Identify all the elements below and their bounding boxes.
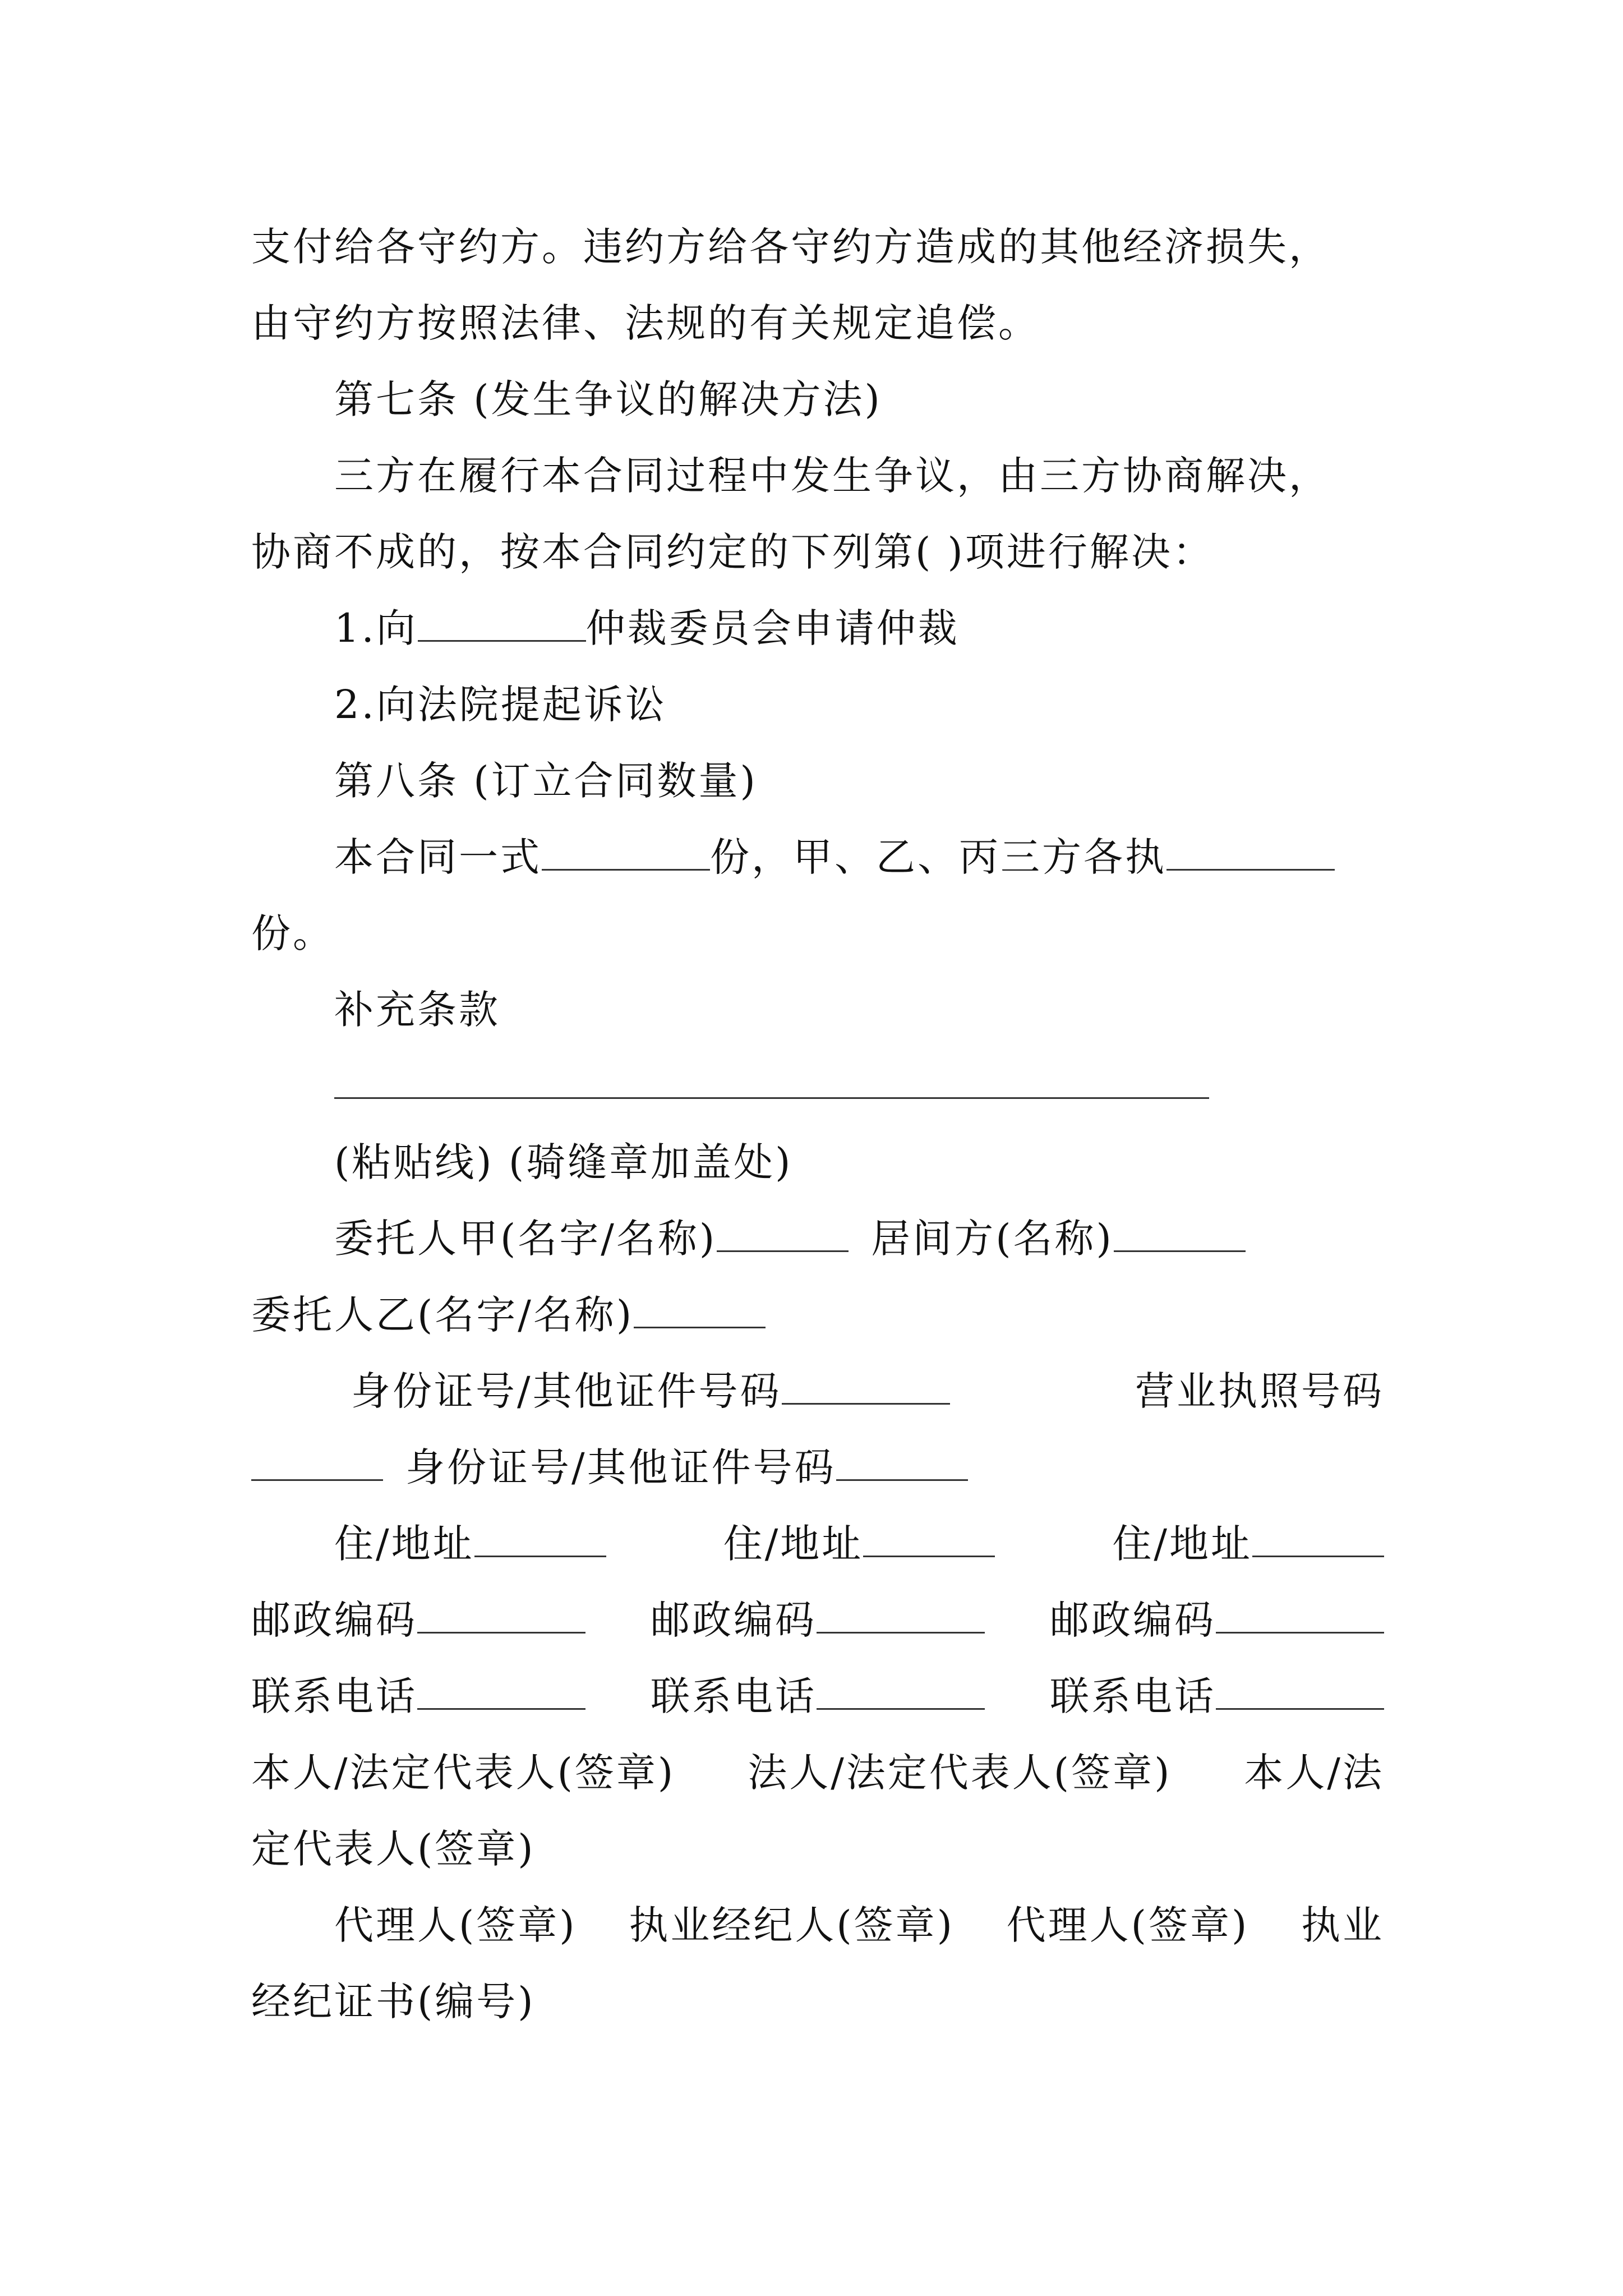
copies-prefix: 本合同一式 — [334, 834, 542, 880]
supplementary-terms-heading: 补充条款 — [334, 987, 500, 1033]
agent-label-b: 代理人(签章) — [1006, 1902, 1249, 1948]
option-1-suffix: 仲裁委员会申请仲裁 — [585, 605, 960, 651]
id-number-blank[interactable] — [782, 1370, 950, 1405]
postal-code-label-c: 邮政编码 — [1050, 1597, 1216, 1643]
client-b-label: 委托人乙(名字/名称) — [251, 1292, 634, 1338]
copies-middle: 份，甲、乙、丙三方各执 — [710, 834, 1166, 880]
business-license-blank[interactable] — [251, 1447, 383, 1481]
signature-label-a: 本人/法定代表人(签章) — [251, 1750, 676, 1796]
paste-line-note: (粘贴线) (骑缝章加盖处) — [334, 1139, 793, 1185]
id-number-label-2: 身份证号/其他证件号码 — [405, 1444, 836, 1490]
phone-blank-a[interactable] — [417, 1676, 585, 1710]
address-label-c: 住/地址 — [1112, 1521, 1252, 1567]
broker-label: 执业经纪人(签章) — [629, 1902, 955, 1948]
practice-label: 执业 — [1301, 1902, 1384, 1948]
signature-label-c: 本人/法 — [1244, 1750, 1384, 1796]
arbitration-option — [334, 600, 1384, 656]
phone-line — [251, 1668, 1384, 1724]
lawsuit-option: 2.向法院提起诉讼 — [334, 682, 667, 728]
postal-code-line — [251, 1592, 1384, 1648]
address-line — [334, 1516, 1384, 1572]
option-1-prefix: 1.向 — [334, 605, 418, 651]
agent-label-a: 代理人(签章) — [334, 1902, 577, 1948]
text-line: 三方在履行本合同过程中发生争议，由三方协商解决， — [334, 453, 1330, 499]
text-line: 支付给各守约方。违约方给各守约方造成的其他经济损失， — [251, 224, 1330, 270]
signature-line — [251, 1745, 1384, 1801]
address-blank-a[interactable] — [474, 1523, 606, 1557]
broker-certificate-line: 经纪证书(编号) — [251, 1978, 536, 2024]
signature-label-b: 法人/法定代表人(签章) — [748, 1750, 1172, 1796]
text-line: 协商不成的，按本合同约定的下列第( )项进行解决： — [251, 529, 1214, 575]
phone-blank-c[interactable] — [1216, 1676, 1384, 1710]
id-number-line — [351, 1363, 1384, 1419]
client-a-name-blank[interactable] — [717, 1218, 849, 1252]
intermediary-name-blank[interactable] — [1114, 1218, 1246, 1252]
phone-label-a: 联系电话 — [251, 1673, 417, 1719]
id-number-line-2 — [251, 1439, 1384, 1496]
id-number-label: 身份证号/其他证件号码 — [351, 1368, 782, 1414]
supplementary-terms-blank[interactable] — [334, 1097, 1209, 1099]
address-label-b: 住/地址 — [723, 1521, 864, 1567]
article-8-heading: 第八条 (订立合同数量) — [334, 758, 758, 804]
phone-blank-b[interactable] — [817, 1676, 985, 1710]
article-7-heading: 第七条 (发生争议的解决方法) — [334, 376, 882, 422]
postal-code-label-b: 邮政编码 — [651, 1597, 817, 1643]
postal-code-blank-a[interactable] — [417, 1599, 585, 1634]
agent-signature-line — [334, 1897, 1384, 1953]
postal-code-label-a: 邮政编码 — [251, 1597, 417, 1643]
each-party-copies-blank[interactable] — [1166, 836, 1335, 871]
address-label-a: 住/地址 — [334, 1521, 474, 1567]
client-b-name-blank[interactable] — [634, 1294, 766, 1328]
copies-line — [334, 829, 1384, 885]
arbitration-committee-blank[interactable] — [418, 608, 586, 642]
phone-label-b: 联系电话 — [651, 1673, 817, 1719]
intermediary-label: 居间方(名称) — [871, 1216, 1114, 1262]
address-blank-c[interactable] — [1252, 1523, 1384, 1557]
phone-label-c: 联系电话 — [1050, 1673, 1216, 1719]
client-a-label: 委托人甲(名字/名称) — [334, 1216, 717, 1262]
postal-code-blank-b[interactable] — [817, 1599, 985, 1634]
text-line: 份。 — [251, 910, 334, 956]
address-blank-b[interactable] — [863, 1523, 995, 1557]
party-a-line — [334, 1211, 1384, 1267]
postal-code-blank-c[interactable] — [1216, 1599, 1384, 1634]
text-line: 由守约方按照法律、法规的有关规定追偿。 — [251, 300, 1040, 346]
party-b-line — [251, 1287, 1384, 1343]
total-copies-blank[interactable] — [542, 836, 710, 871]
id-number-blank-2[interactable] — [836, 1447, 968, 1481]
business-license-label: 营业执照号码 — [1135, 1368, 1384, 1414]
text-line: 定代表人(签章) — [251, 1826, 536, 1872]
